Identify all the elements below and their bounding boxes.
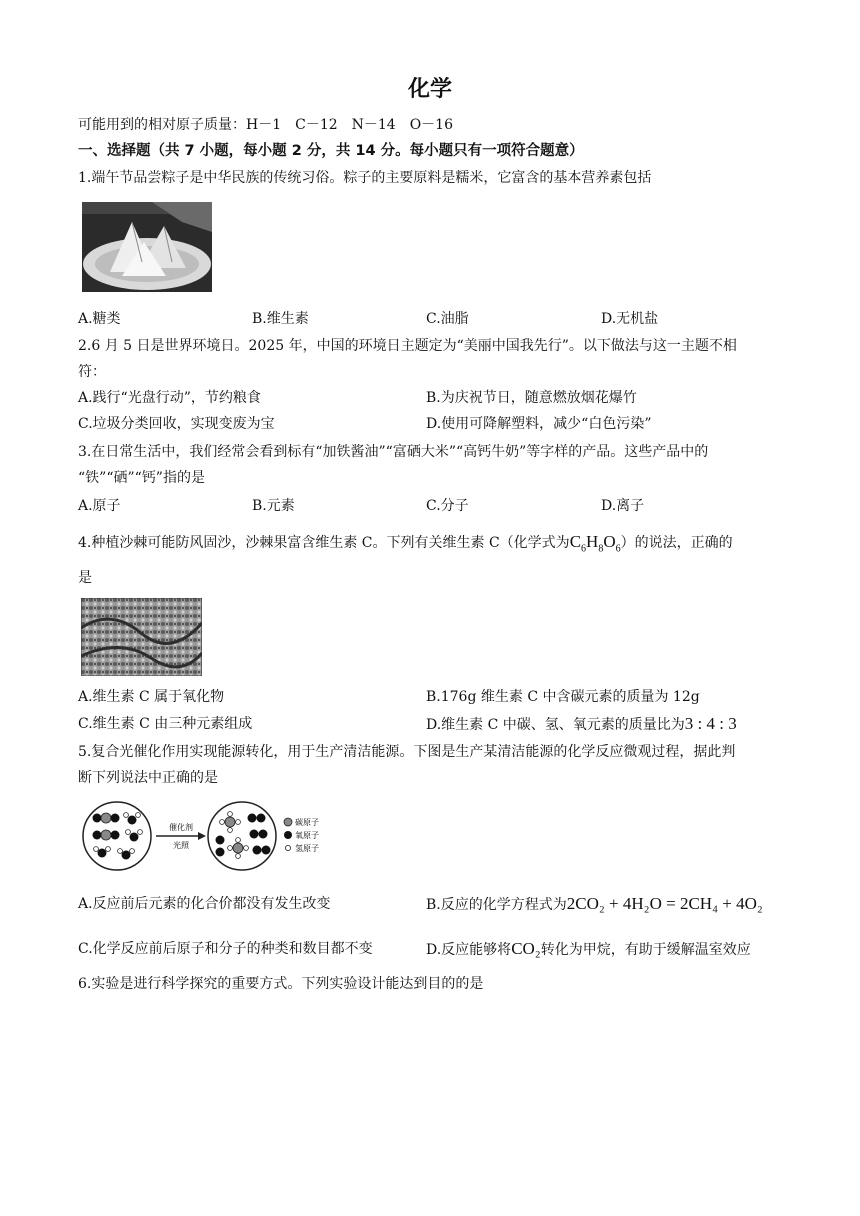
sea-buckthorn-image — [81, 598, 202, 676]
q3-option-a: A.原子 — [78, 498, 121, 514]
vitamin-c-formula: $C_6H_8O_6$ — [569, 532, 621, 555]
q5-option-a: A.反应前后元素的化合价都没有发生改变 — [78, 896, 331, 912]
q5-option-b: B.反应的化学方程式为2CO₂ + 4H₂O = 2CH₄ + 4O₂ — [426, 894, 763, 913]
q2-option-b: B.为庆祝节日，随意燃放烟花爆竹 — [426, 390, 637, 406]
q2-option-d: D.使用可降解塑料，减少“白色污染” — [426, 416, 652, 432]
co2-molecule-2 — [93, 830, 120, 840]
q3-option-b: B.元素 — [252, 498, 295, 514]
q4-option-a: A.维生素 C 属于氧化物 — [78, 689, 225, 705]
q4-stem-part2: ）的说法，正确的 — [620, 535, 733, 551]
carbon-atom-legend-icon — [284, 818, 292, 826]
q4-stem-line2: 是 — [78, 570, 92, 586]
hydrogen-atom-legend-icon — [285, 845, 290, 850]
arrow-label-bottom: 光照 — [173, 841, 189, 850]
q5-equation: 2CO₂ + 4H₂O = 2CH₄ + 4O₂ — [566, 894, 763, 913]
q4-option-d: D.维生素 C 中碳、氢、氧元素的质量比为3 : 4 : 3 — [426, 714, 737, 733]
q1-option-d: D.无机盐 — [601, 311, 659, 327]
q1-stem: 1.端午节品尝粽子是中华民族的传统习俗。粽子的主要原料是糯米，它富含的基本营养素包括 — [78, 170, 652, 186]
reaction-diagram-svg — [80, 800, 342, 872]
q4-stem-part1: 4.种植沙棘可能防风固沙，沙棘果富含维生素 C。下列有关维生素 C（化学式为 — [78, 535, 570, 551]
co2-molecule-1 — [93, 813, 120, 823]
q4-option-b: B.176g 维生素 C 中含碳元素的质量为 12g — [426, 689, 700, 705]
q2-stem-line1: 2.6 月 5 日是世界环境日。2025 年，中国的环境日主题定为“美丽中国我先行”。以下做法与这一主题不相 — [78, 338, 737, 354]
zongzi-photo — [82, 202, 212, 292]
q3-option-c: C.分子 — [426, 498, 469, 514]
q2-option-c: C.垃圾分类回收，实现变废为宝 — [78, 416, 275, 432]
q3-option-d: D.离子 — [601, 498, 645, 514]
q3-stem-line1: 3.在日常生活中，我们经常会看到标有“加铁酱油”“富硒大米”“高钙牛奶”等字样的产品。这些产品中的 — [78, 444, 709, 460]
q5-option-d: D.反应能够将CO₂转化为甲烷，有助于缓解温室效应 — [426, 939, 751, 958]
reaction-micro-diagram — [80, 800, 342, 872]
q3-stem-line2: “铁”“硒”“钙”指的是 — [78, 470, 205, 486]
q1-option-a: A.糖类 — [78, 311, 121, 327]
legend-hydrogen: 氢原子 — [295, 844, 319, 853]
q6-stem: 6.实验是进行科学探究的重要方式。下列实验设计能达到目的的是 — [78, 976, 484, 992]
q2-stem-line2: 符： — [78, 364, 106, 380]
legend-carbon: 碳原子 — [295, 818, 319, 827]
arrow-label-top: 催化剂 — [169, 823, 193, 832]
legend-oxygen: 氧原子 — [295, 831, 319, 840]
oxygen-atom-legend-icon — [284, 831, 292, 839]
section-heading: 一、选择题（共 7 小题，每小题 2 分，共 14 分。每小题只有一项符合题意） — [78, 143, 584, 159]
q1-option-c: C.油脂 — [426, 311, 469, 327]
diagram-legend — [284, 817, 319, 853]
q1-option-b: B.维生素 — [252, 311, 309, 327]
page-title: 化学 — [407, 77, 452, 102]
q2-option-a: A.践行“光盘行动”，节约粮食 — [78, 390, 261, 406]
q5-stem-line2: 断下列说法中正确的是 — [78, 770, 218, 786]
sea-buckthorn-photo — [81, 598, 202, 676]
q4-stem-line1 — [78, 532, 733, 559]
q5-stem-line1: 5.复合光催化作用实现能源转化，用于生产清洁能源。下图是生产某清洁能源的化学反应微观过程，据此判 — [78, 744, 736, 760]
co2-formula: CO₂ — [511, 939, 541, 958]
mass-ratio: 3 : 4 : 3 — [684, 714, 737, 733]
q5-option-c: C.化学反应前后原子和分子的种类和数目都不变 — [78, 941, 373, 957]
zongzi-image — [82, 202, 212, 292]
q4-option-c: C.维生素 C 由三种元素组成 — [78, 716, 253, 732]
atomic-mass-line: 可能用到的相对原子质量：H－1 C－12 N－14 O－16 — [78, 117, 453, 133]
